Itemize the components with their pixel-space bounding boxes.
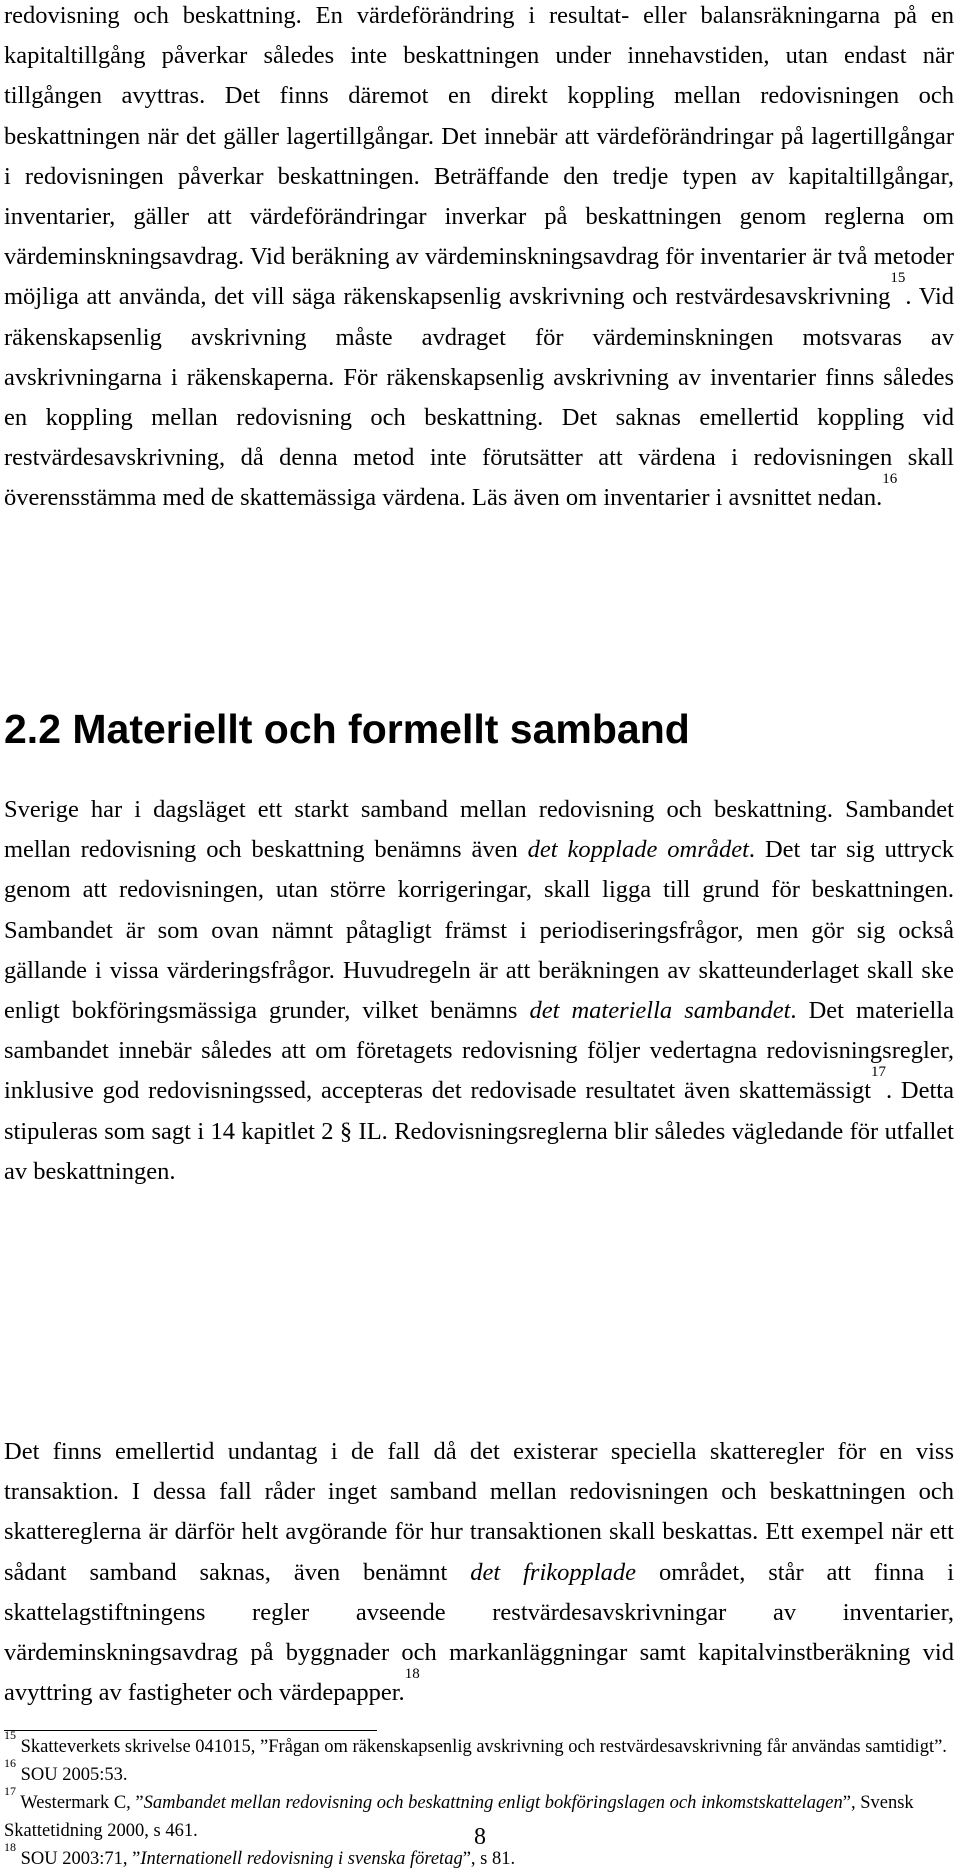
p1-text-1: redovisning och beskattning. En värdeförändring i resultat- eller balansräkningarna på en kapitaltillgång påverkar således inte beskattningen under innehavstiden, utan endast när tillgången avyttras. Det finns däremot en direkt koppling mellan redovisningen och beskattningen när det gäller lagertillgångar. Det innebär att värdeförändringar på lagertillgångar i redovisningen påverkar beskattningen. Beträffande den tredje typen av kapitaltillgångar, inventarier, gäller att värdeförändringar inverkar på beskattningen genom reglerna om värdeminskningsavdrag. Vid beräkning av värdeminskningsavdrag för inventarier är två metoder möjliga att använda, det vill säga räkenskapsenlig avskrivning och restvärdesavskrivning (4, 2, 954, 311)
footnote-ref-18[interactable]: 18 (404, 1666, 420, 1683)
footnote-ref-17[interactable]: 17 (871, 1064, 887, 1081)
footnote-18-post: ”, s 81. (462, 1849, 516, 1869)
footnote-17-post: ”, Svensk Skattetidning 2000, s 461. (4, 1793, 914, 1841)
body-paragraph-1 (4, 0, 954, 519)
footnote-15 (4, 1728, 954, 1761)
footnote-16 (4, 1756, 954, 1789)
p2-text-3: . Det materiella sambandet innebär således att om företagets redovisning följer vedertagna redovisningsregler, inklusive god redovisningssed, accepteras det redovisade resultatet även skattemässigt (4, 997, 954, 1105)
footnote-17-pre: Westermark C, ” (20, 1793, 144, 1813)
body-paragraph-3 (4, 1432, 954, 1713)
p2-text-4: . Detta stipuleras som sagt i 14 kapitlet 2 § IL. Redovisningsreglerna blir således vägledande för utfallet av beskattningen. (4, 1077, 954, 1185)
p2-text-1: Sverige har i dagsläget ett starkt samband mellan redovisning och beskattning. Sambandet mellan redovisning och beskattning benämns även (4, 796, 954, 864)
footnote-17-title: Sambandet mellan redovisning och beskattning enligt bokföringslagen och inkomstskattelagen (143, 1793, 843, 1813)
footnote-18-pre: SOU 2003:71, ” (20, 1849, 141, 1869)
footnote-18-title: Internationell redovisning i svenska företag (140, 1849, 463, 1869)
body-paragraph-2 (4, 790, 954, 1192)
footnote-ref-16[interactable]: 16 (882, 471, 898, 488)
p2-text-2: . Det tar sig uttryck genom att redovisningen, utan större korrigeringar, skall ligga till grund för beskattningen. Sambandet är som ovan nämnt påtagligt främst i periodiseringsfrågor, men gör sig också gällande i vissa värderingsfrågor. Huvudregeln är att beräkningen av skatteunderlaget skall ske enligt bokföringsmässiga grunder, vilket benämns (4, 836, 954, 1025)
footnote-16-text: SOU 2005:53. (20, 1765, 128, 1785)
p3-term-frikopplade: det frikopplade (470, 1558, 637, 1586)
footnote-15-text: Skatteverkets skrivelse 041015, ”Frågan om räkenskapsenlig avskrivning och restvärdesavskrivning får användas samtidigt”. (20, 1737, 947, 1757)
p1-text-2: . Vid räkenskapsenlig avskrivning måste avdraget för värdeminskningen motsvaras av avskrivningarna i räkenskaperna. För räkenskapsenlig avskrivning av inventarier finns således en koppling mellan redovisning och beskattning. Det saknas emellertid koppling vid restvärdesavskrivning, då denna metod inte förutsätter att värdena i redovisningen skall överensstämma med de skattemässiga värdena. Läs även om inventarier i avsnittet nedan. (4, 283, 954, 512)
footnote-17-number: 17 (4, 1784, 16, 1798)
page-number: 8 (474, 1824, 486, 1850)
footnote-16-number: 16 (4, 1756, 16, 1770)
footnote-18-number: 18 (4, 1840, 16, 1854)
footnote-15-number: 15 (4, 1728, 16, 1742)
footnotes (4, 1728, 954, 1873)
p2-term-materiella: det materiella sambandet (529, 997, 791, 1025)
footnote-ref-15[interactable]: 15 (890, 270, 906, 287)
p2-term-kopplade: det kopplade området (527, 836, 749, 864)
p3-text-2: området, står att finna i skattelagstiftningens regler avseende restvärdesavskrivningar av inventarier, värdeminskningsavdrag på byggnader och markanläggningar samt kapitalvinstberäkning vid avyttring av fastigheter och värdepapper. (4, 1558, 954, 1707)
footnote-separator (4, 1730, 377, 1731)
section-heading: 2.2 Materiellt och formellt samband (4, 706, 690, 752)
p3-text-1: Det finns emellertid undantag i de fall då det existerar speciella skatteregler för en viss transaktion. I dessa fall råder inget samband mellan redovisningen och beskattningen och skattereglerna är därför helt avgörande för hur transaktionen skall beskattas. Ett exempel när ett sådant samband saknas, även benämnt (4, 1438, 954, 1586)
